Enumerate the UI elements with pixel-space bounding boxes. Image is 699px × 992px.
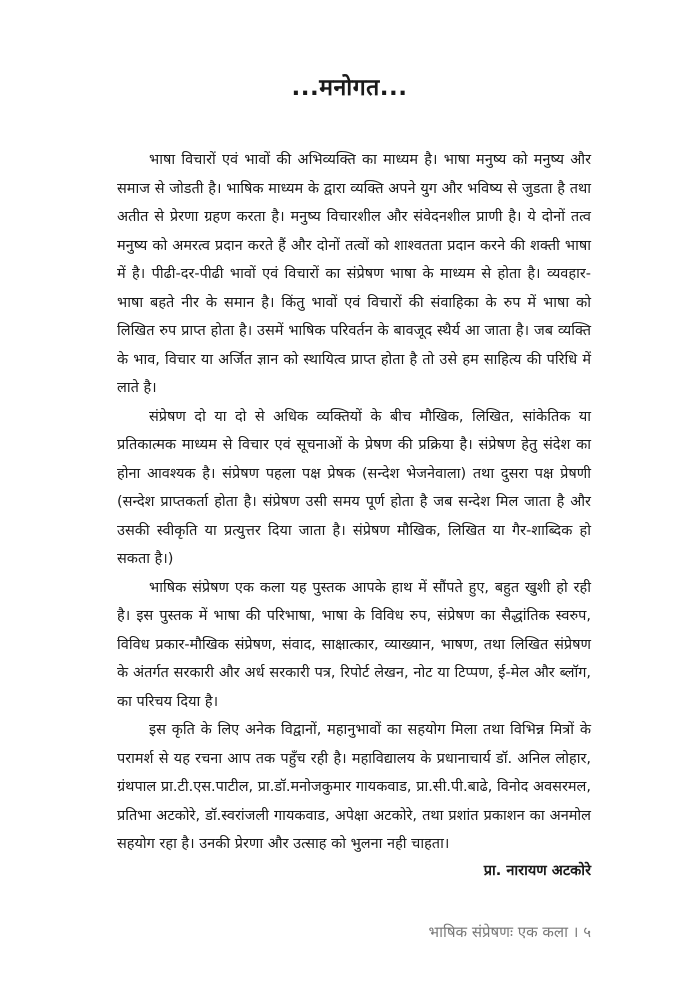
page-footer: भाषिक संप्रेषणः एक कला । ५ bbox=[428, 923, 591, 941]
paragraph: इस कृति के लिए अनेक विद्वानों, महानुभावों का सहयोग मिला तथा विभिन्न मित्रों के परामर्श से यह रचना आप तक पहुँच रही है। महाविद्यालय के प्रधानाचार्य डॉ. अनिल लोहार, ग्रंथपाल प्रा.टी.एस.पाटील, प्रा.डॉ.मनोजकुमार गायकवाड, प्रा.सी.पी.बाढे, विनोद अवसरमल, प्रतिभा अटकोरे, डॉ.स्वरांजली गायकवाड, अपेक्षा अटकोरे, तथा प्रशांत प्रकाशन का अनमोल सहयोग रहा है। उनकी प्रेरणा और उत्साह को भुलना नही चाहता। bbox=[117, 722, 591, 852]
paragraph: भाषा विचारों एवं भावों की अभिव्यक्ति का माध्यम है। भाषा मनुष्य को मनुष्य और समाज से जोडती है। भाषिक माध्यम के द्वारा व्यक्ति अपने युग और भविष्य से जुडता है तथा अतीत से प्रेरणा ग्रहण करता है। मनुष्य विचारशील और संवेदनशील प्राणी है। ये दोनों तत्व मनुष्य को अमरत्व प्रदान करते हैं और दोनों तत्वों को शाश्वतता प्रदान करने की शक्ती भाषा में है। पीढी-दर-पीढी भावों एवं विचारों का संप्रेषण भाषा के माध्यम से होता है। व्यवहार-भाषा बहते नीर के समान है। किंतु भावों एवं विचारों की संवाहिका के रुप में भाषा को लिखित रुप प्राप्त होता है। उसमें भाषिक परिवर्तन के बावजूद स्थैर्य आ जाता है। जब व्यक्ति के भाव, विचार या अर्जित ज्ञान को स्थायित्व प्राप्त होता है तो उसे हम साहित्य की परिधि में लाते है। bbox=[117, 152, 591, 396]
paragraph: संप्रेषण दो या दो से अधिक व्यक्तियों के बीच मौखिक, लिखित, सांकेतिक या प्रतिकात्मक माध्यम से विचार एवं सूचनाओं के प्रेषण की प्रक्रिया है। संप्रेषण हेतु संदेश का होना आवश्यक है। संप्रेषण पहला पक्ष प्रेषक (सन्देश भेजनेवाला) तथा दुसरा पक्ष प्रेषणी (सन्देश प्राप्तकर्ता होता है। संप्रेषण उसी समय पूर्ण होता है जब सन्देश मिल जाता है और उसकी स्वीकृति या प्रत्युत्तर दिया जाता है। संप्रेषण मौखिक, लिखित या गैर-शाब्दिक हो सकता है।) bbox=[117, 408, 591, 567]
body-text bbox=[117, 146, 591, 859]
paragraph: भाषिक संप्रेषण एक कला यह पुस्तक आपके हाथ में सौंपते हुए, बहुत खुशी हो रही है। इस पुस्तक में भाषा की परिभाषा, भाषा के विविध रुप, संप्रेषण का सैद्धांतिक स्वरुप, विविध प्रकार-मौखिक संप्रेषण, संवाद, साक्षात्कार, व्याख्यान, भाषण, तथा लिखित संप्रेषण के अंतर्गत सरकारी और अर्ध सरकारी पत्र, रिपोर्ट लेखन, नोट या टिप्पण, ई-मेल और ब्लॉग, का परिचय दिया है। bbox=[117, 579, 591, 710]
page-title: ...मनोगत... bbox=[291, 75, 408, 101]
author-signature: प्रा. नारायण अटकोरे bbox=[483, 863, 591, 879]
